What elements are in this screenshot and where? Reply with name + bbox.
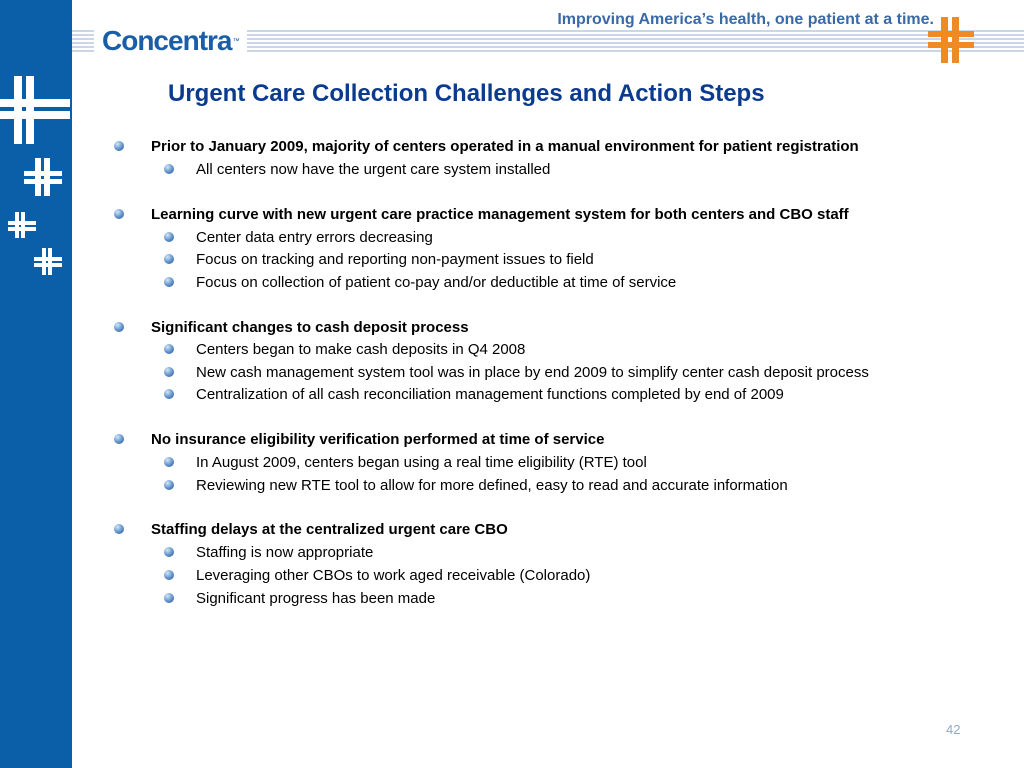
concentra-orange-cross-icon (928, 17, 974, 63)
sphere-bullet-icon (164, 457, 174, 467)
sphere-bullet-icon (114, 524, 124, 534)
concentra-logo (94, 24, 247, 58)
concentra-cross-icon (24, 158, 62, 196)
concentra-cross-icon (0, 76, 70, 144)
sphere-bullet-icon (164, 164, 174, 174)
list-item: All centers now have the urgent care system installed (196, 161, 551, 178)
sphere-bullet-icon (164, 547, 174, 557)
sphere-bullet-icon (164, 480, 174, 490)
sphere-bullet-icon (164, 344, 174, 354)
sphere-bullet-icon (164, 367, 174, 377)
list-item: Leveraging other CBOs to work aged receivable (Colorado) (196, 567, 591, 584)
list-item: Centers began to make cash deposits in Q4 2008 (196, 341, 526, 358)
logo-trademark: ™ (232, 37, 240, 45)
section-heading: Staffing delays at the centralized urgent care CBO (151, 521, 508, 538)
slide-title: Urgent Care Collection Challenges and Action Steps (168, 80, 765, 107)
concentra-cross-icon (34, 248, 62, 275)
sphere-bullet-icon (164, 570, 174, 580)
sphere-bullet-icon (164, 277, 174, 287)
list-item: Center data entry errors decreasing (196, 229, 433, 246)
sphere-bullet-icon (114, 322, 124, 332)
sphere-bullet-icon (114, 209, 124, 219)
list-item: New cash management system tool was in place by end 2009 to simplify center cash deposit process (196, 364, 869, 381)
sphere-bullet-icon (164, 389, 174, 399)
list-item: In August 2009, centers began using a real time eligibility (RTE) tool (196, 454, 647, 471)
list-item: Significant progress has been made (196, 590, 436, 607)
sphere-bullet-icon (164, 593, 174, 603)
tagline: Improving America’s health, one patient at a time. (557, 11, 934, 28)
list-item: Focus on collection of patient co-pay and/or deductible at time of service (196, 274, 677, 291)
sidebar-crosses (0, 0, 72, 300)
sphere-bullet-icon (164, 232, 174, 242)
section-heading: Significant changes to cash deposit process (151, 319, 469, 336)
section-heading: Prior to January 2009, majority of centers operated in a manual environment for patient registration (151, 138, 859, 155)
list-item: Reviewing new RTE tool to allow for more defined, easy to read and accurate information (196, 477, 788, 494)
sphere-bullet-icon (114, 434, 124, 444)
sphere-bullet-icon (164, 254, 174, 264)
page-number: 42 (946, 722, 961, 737)
logo-text: Concentra (102, 25, 232, 56)
sidebar-band (0, 0, 72, 768)
list-item: Staffing is now appropriate (196, 544, 374, 561)
list-item: Focus on tracking and reporting non-payment issues to field (196, 251, 594, 268)
list-item: Centralization of all cash reconciliation management functions completed by end of 2009 (196, 386, 784, 403)
sphere-bullet-icon (114, 141, 124, 151)
section-heading: No insurance eligibility verification performed at time of service (151, 431, 605, 448)
concentra-cross-icon (8, 212, 36, 238)
section-heading: Learning curve with new urgent care practice management system for both centers and CBO staff (151, 206, 849, 223)
